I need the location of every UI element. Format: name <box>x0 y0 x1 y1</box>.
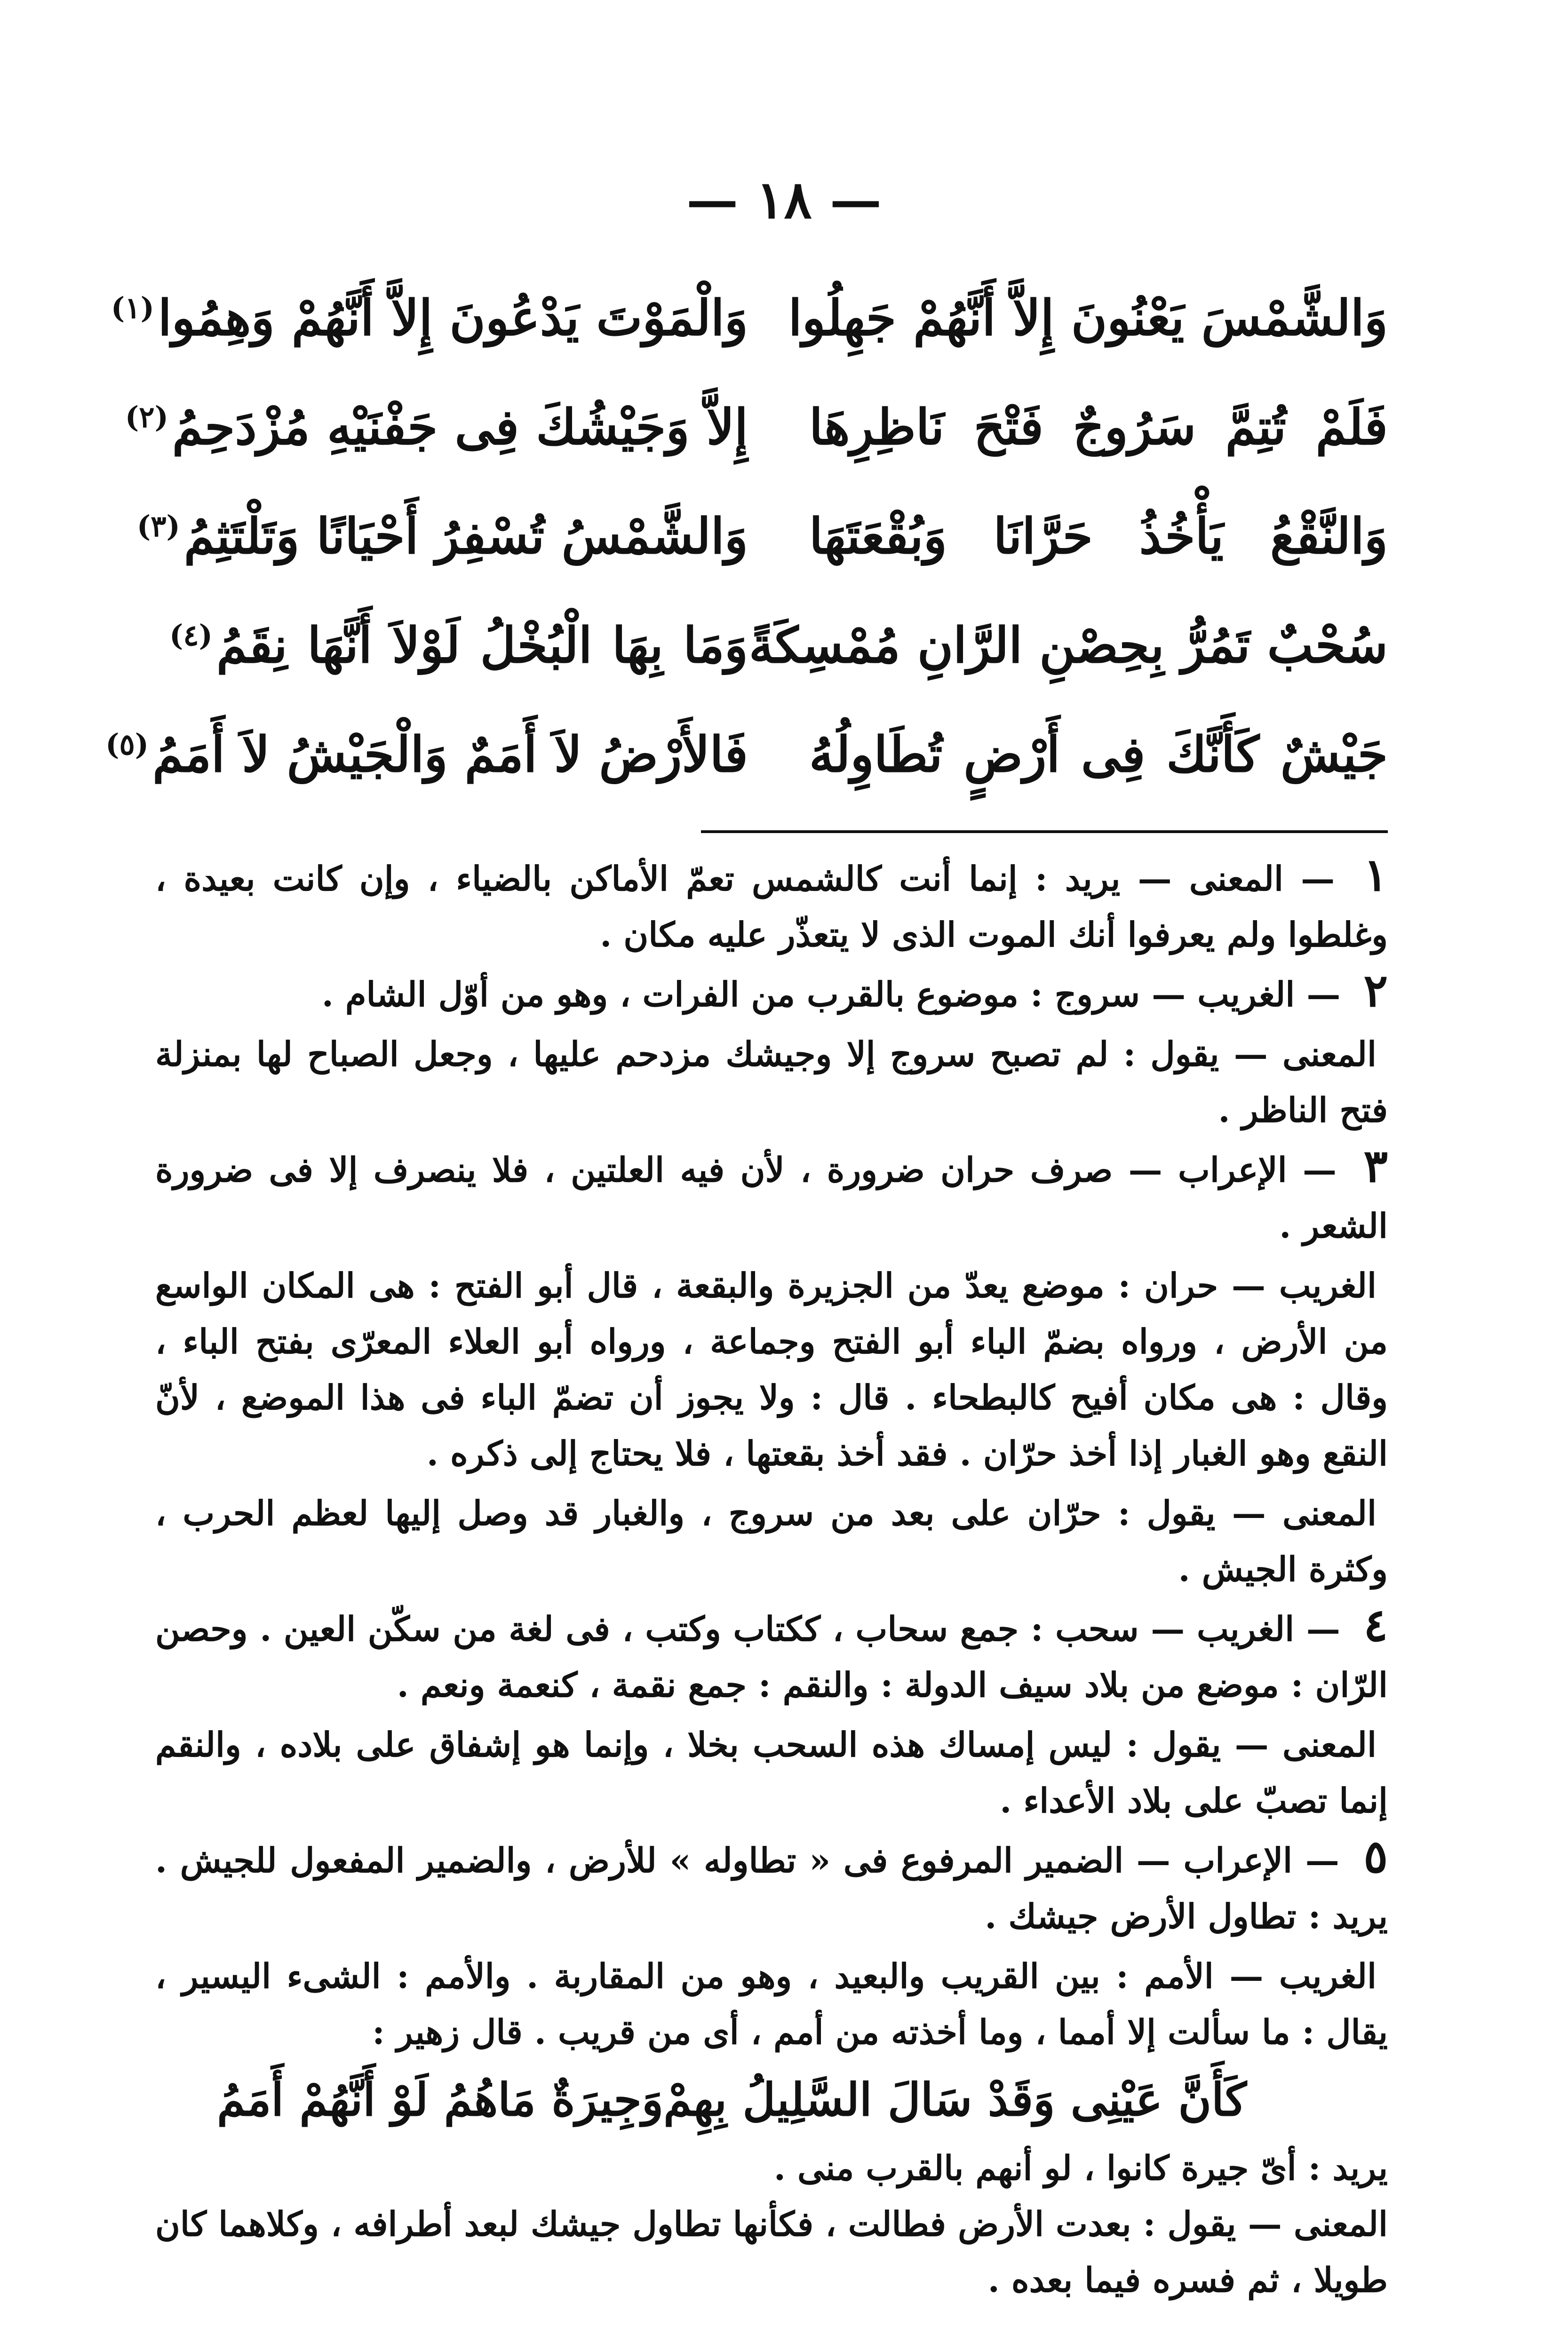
footnote-text: يريد : أىّ جيرة كانوا ، لو أنهم بالقرب منى . <box>773 2148 1388 2188</box>
footnote-number: ١ <box>1363 848 1388 901</box>
verse-second-hemistich-text: وَالشَّمْسُ تُسْفِرُ أَحْيَانًا وَتَلْتَثِمُ <box>183 507 748 565</box>
verse-second-hemistich-text: وَمَا بِهَا الْبُخْلُ لَوْلاَ أَنَّهَا نِقَمُ <box>216 616 748 674</box>
verse-note-marker: (٥) <box>105 727 149 762</box>
footnote-number: ٢ <box>1363 964 1388 1017</box>
footnote-number: ٤ <box>1363 1598 1388 1652</box>
footnote <box>155 2196 1388 2308</box>
footnote-label: المعنى — <box>1234 1034 1377 1074</box>
footnote-text: يقول : لم تصبح سروج إلا وجيشك مزدحم عليها ، وجعل الصباح لها بمنزلة فتح الناظر . <box>155 1034 1388 1130</box>
footnote <box>155 1713 1388 1828</box>
footnote-label: — المعنى — <box>1138 858 1335 898</box>
verse <box>125 373 1388 482</box>
verse-second-hemistich-text: إِلاَّ وَجَيْشُكَ فِى جَفْنَيْهِ مُزْدَحِمُ <box>172 397 748 456</box>
verse-first-hemistich: وَالشَّمْسَ يَعْنُونَ إِلاَّ أَنَّهُمْ جَهِلُوا <box>788 288 1388 347</box>
footnote-label: — الغريب — <box>1151 1609 1340 1649</box>
quoted-verse-second-hemistich: وَجِيرَةٌ مَاهُمُ لَوْ أَنَّهُمْ أَمَمُ <box>217 2073 664 2126</box>
verse-second-hemistich-text: فَالأَرْضُ لاَ أَمَمٌ وَالْجَيْشُ لاَ أَمَمُ <box>152 725 748 783</box>
verse-note-marker: (٣) <box>136 509 180 543</box>
verse-second-hemistich-text: وَالْمَوْتَ يَدْعُونَ إِلاَّ أَنَّهُمْ وَهِمُوا <box>158 288 748 347</box>
footnote-label: الغريب — <box>1229 1956 1377 1996</box>
footnote-label: المعنى — <box>1248 2204 1388 2244</box>
footnote-label: — الغريب — <box>1152 974 1341 1014</box>
footnote-text: صرف حران ضرورة ، لأن فيه العلتين ، فلا ينصرف إلا فى ضرورة الشعر . <box>155 1150 1388 1246</box>
footnote-text: يريد : إنما أنت كالشمس تعمّ الأماكن بالضياء ، وإن كانت بعيدة ، وغلطوا ولم يعرفوا أنك الموت الذى لا يتعذّر عليه مكان . <box>155 858 1388 954</box>
verse <box>169 591 1388 700</box>
footnote <box>155 1597 1388 1713</box>
footnote-number: ٣ <box>1363 1139 1388 1192</box>
verse-first-hemistich: وَالنَّقْعُ يَأْخُذُ حَرَّانَا وَبُقْعَتَهَا <box>809 507 1388 565</box>
footnote <box>155 847 1388 962</box>
quoted-verse <box>155 2060 1388 2140</box>
verse-second-hemistich <box>105 725 748 784</box>
verse <box>136 482 1388 591</box>
footnote-text: الضمير المرفوع فى « تطاوله » للأرض ، والضمير المفعول للجيش . يريد : تطاول الأرض جيشك . <box>155 1840 1388 1936</box>
verse-first-hemistich: جَيْشٌ كَأَنَّكَ فِى أَرْضٍ تُطَاوِلُهُ <box>809 725 1388 783</box>
footnote <box>155 962 1388 1022</box>
footnote-text: حران : موضع يعدّ من الجزيرة والبقعة ، قال أبو الفتح : هى المكان الواسع من الأرض ، ورواه بضمّ الباء أبو الفتح وجماعة ، ورواه أبو العلاء المعرّى بفتح الباء ، وقال : هى مكان أفيح كالبطحاء . قال : ولا يجوز أن تضمّ الباء فى هذا الموضع ، لأنّ النقع وهو الغبار إذا أخذ حرّان . فقد أخذ بقعتها ، فلا يحتاج إلى ذكره . <box>155 1265 1388 1473</box>
footnote-text: يقول : ليس إمساك هذه السحب بخلا ، وإنما هو إشفاق على بلاده ، والنقم إنما تصبّ على بلاد الأعداء . <box>155 1724 1388 1820</box>
footnotes <box>155 847 1388 2308</box>
footnote <box>155 1022 1388 1138</box>
footnote <box>155 1138 1388 1254</box>
footnote-text: سروج : موضوع بالقرب من الفرات ، وهو من أوّل الشام . <box>321 974 1140 1014</box>
verse-note-marker: (١) <box>111 290 154 325</box>
footnote <box>155 1254 1388 1481</box>
verse-second-hemistich <box>169 616 748 675</box>
footnote-label: المعنى — <box>1234 1724 1377 1764</box>
verse-note-marker: (٢) <box>125 399 168 434</box>
verse-second-hemistich <box>111 288 748 348</box>
verse-note-marker: (٤) <box>169 618 213 652</box>
verse <box>105 700 1388 809</box>
verse-second-hemistich <box>136 507 748 566</box>
poem <box>105 263 1388 809</box>
footnote <box>155 1481 1388 1597</box>
verse <box>111 263 1388 373</box>
footnote-label: — الإعراب — <box>1128 1150 1337 1190</box>
footnote-text: يقول : بعدت الأرض فطالت ، فكأنها تطاول جيشك لبعد أطرافه ، وكلاهما كان طويلا ، ثم فسره فيما بعده . <box>155 2204 1388 2300</box>
footnote-label: — الإعراب — <box>1136 1840 1339 1880</box>
footnote <box>155 2140 1388 2196</box>
verse-first-hemistich: فَلَمْ تُتِمَّ سَرُوجٌ فَتْحَ نَاظِرِهَا <box>809 397 1388 456</box>
footnote <box>155 1828 1388 1944</box>
verse-first-hemistich: سُحْبٌ تَمُرُّ بِحِصْنِ الرَّانِ مُمْسِكَةً <box>748 616 1388 674</box>
verse-second-hemistich <box>125 397 748 457</box>
footnote-label: المعنى — <box>1232 1493 1377 1533</box>
footnote-text: يقول : حرّان على بعد من سروج ، والغبار قد وصل إليها لعظم الحرب ، وكثرة الجيش . <box>155 1493 1388 1589</box>
footnote-text: سحب : جمع سحاب ، ككتاب وكتب ، فى لغة من سكّن العين . وحصن الرّان : موضع من بلاد سيف الدولة : والنقم : جمع نقمة ، كنعمة ونعم . <box>155 1609 1388 1705</box>
footnote-label: الغريب — <box>1231 1265 1377 1305</box>
page-number: — ١٨ — <box>686 169 882 230</box>
footnote-text: الأمم : بين القريب والبعيد ، وهو من المقاربة . والأمم : الشىء اليسير ، يقال : ما سألت إلا أمما ، وما أخذته من أمم ، أى من قريب . قال زهير : <box>155 1956 1388 2052</box>
footnote-divider <box>701 830 1388 833</box>
quoted-verse-first-hemistich: كَأَنَّ عَيْنِى وَقَدْ سَالَ السَّلِيلُ بِهِمْ <box>663 2073 1247 2126</box>
footnote-number: ٥ <box>1363 1830 1388 1883</box>
footnote <box>155 1944 1388 2060</box>
